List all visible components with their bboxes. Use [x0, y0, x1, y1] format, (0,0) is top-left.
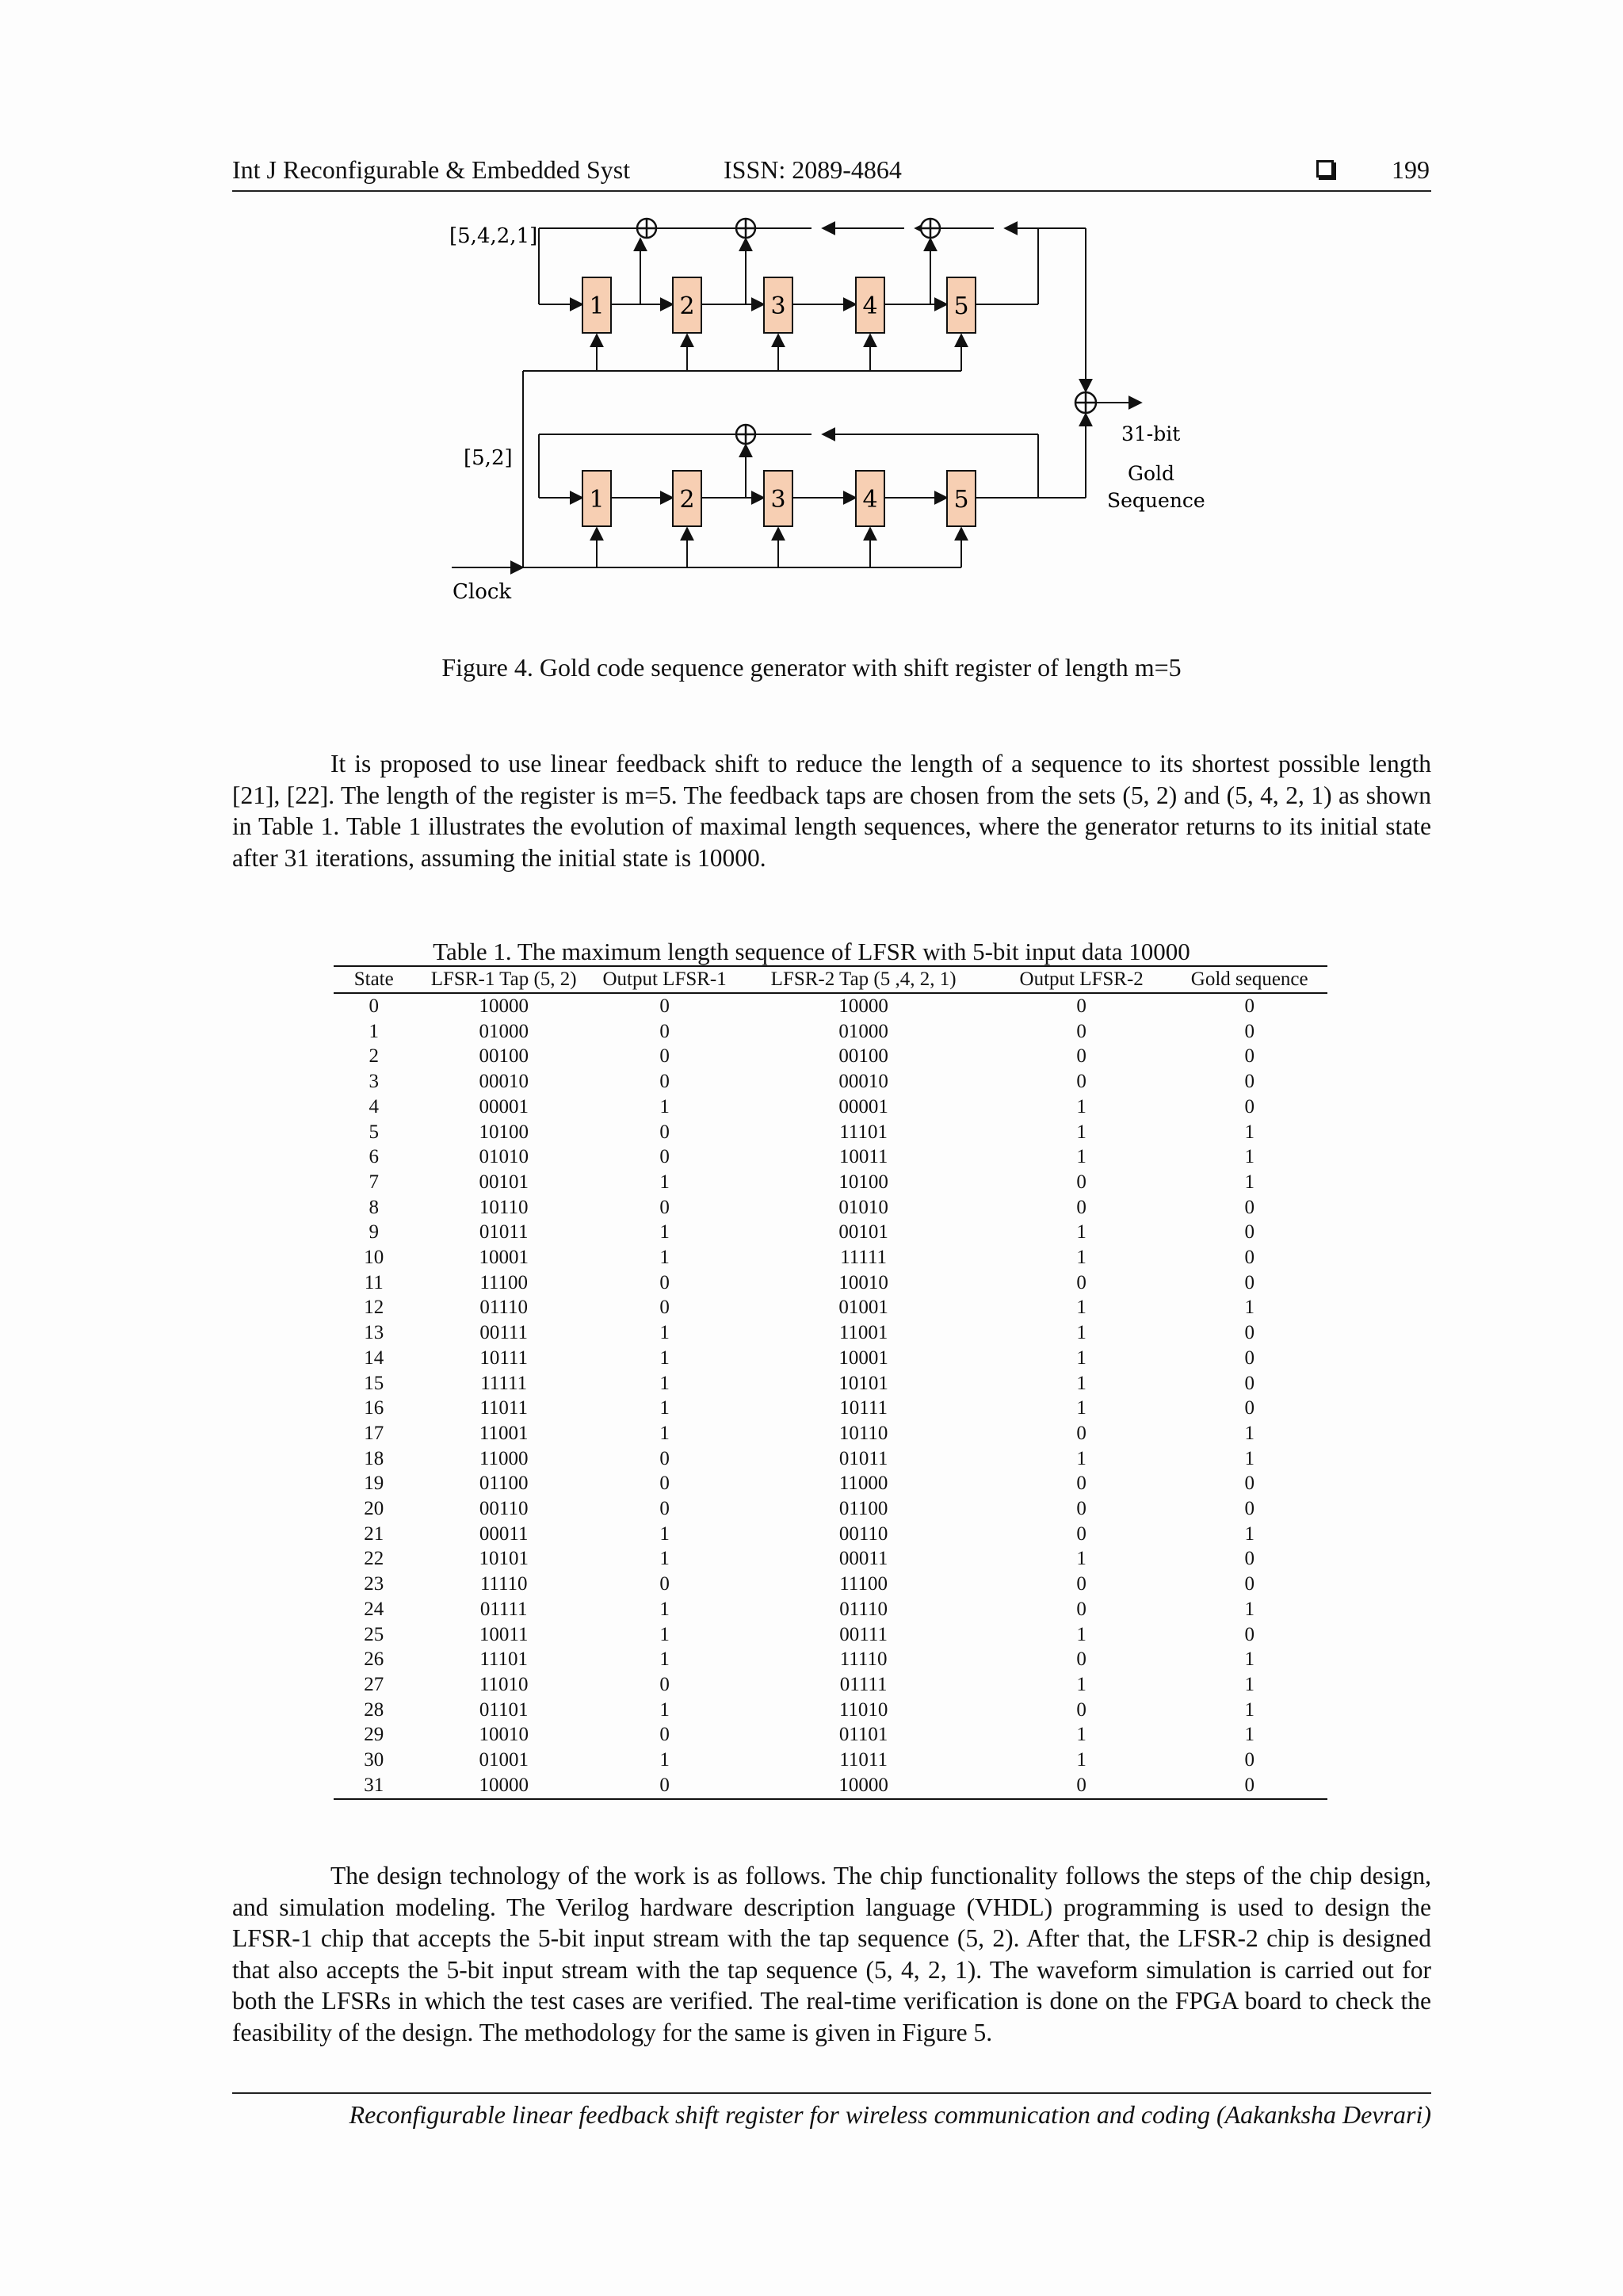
- table-cell: 0: [1244, 1247, 1254, 1269]
- table-cell: 0: [659, 1673, 670, 1695]
- table-cell: 1: [1076, 1673, 1086, 1695]
- column-header: Output LFSR-2: [1019, 968, 1144, 991]
- table-cell: 01010: [479, 1146, 529, 1168]
- table-cell: 0: [1076, 1573, 1086, 1595]
- table-cell: 0: [1244, 1623, 1254, 1645]
- running-header: [232, 154, 1431, 192]
- table-cell: 31: [364, 1774, 384, 1796]
- table-cell: 0: [1244, 1322, 1254, 1344]
- table-cell: 1: [1076, 1724, 1086, 1746]
- svg-text:2: 2: [679, 292, 695, 320]
- svg-text:3: 3: [770, 292, 786, 320]
- running-footer: Reconfigurable linear feedback shift register for wireless communication and coding (Aakanksha Devrari): [232, 2092, 1431, 2130]
- table-row: [334, 1371, 1327, 1396]
- table-cell: 10000: [838, 995, 888, 1017]
- table-row: [334, 1346, 1327, 1371]
- figure-caption: Figure 4. Gold code sequence generator with shift register of length m=5: [441, 653, 1182, 682]
- table-cell: 1: [1076, 1221, 1086, 1244]
- lfsr1-cell-1: [582, 277, 611, 333]
- table-cell: 11001: [479, 1422, 529, 1444]
- table-cell: 1: [1244, 1422, 1254, 1444]
- table-cell: 0: [1244, 1095, 1254, 1117]
- table-cell: 00111: [839, 1623, 888, 1645]
- xor-gate-icon: [736, 219, 755, 238]
- table-cell: 1: [659, 1397, 670, 1419]
- table-cell: 0: [1076, 1498, 1086, 1520]
- table-cell: 01101: [479, 1698, 529, 1721]
- table-cell: 11: [364, 1271, 384, 1293]
- table-cell: 0: [659, 1573, 670, 1595]
- table-cell: 1: [659, 1221, 670, 1244]
- table-row: [334, 1546, 1327, 1572]
- table-cell: 00011: [838, 1548, 888, 1570]
- table-cell: 0: [1244, 1774, 1254, 1796]
- journal-name: Int J Reconfigurable & Embedded Syst: [232, 155, 631, 184]
- output-label-line2: Gold: [1128, 462, 1175, 485]
- svg-text:3: 3: [770, 486, 786, 514]
- table-cell: 10010: [838, 1271, 888, 1293]
- table-cell: 11101: [479, 1648, 529, 1671]
- table-cell: 8: [369, 1196, 379, 1218]
- xor-gate-icon: [921, 219, 940, 238]
- table-cell: 0: [659, 1724, 670, 1746]
- table-row: [334, 1421, 1327, 1446]
- table-cell: 0: [1244, 1498, 1254, 1520]
- table-cell: 11010: [838, 1698, 888, 1721]
- table-cell: 10100: [479, 1121, 529, 1143]
- lfsr2-cell-2: [673, 471, 701, 526]
- table-cell: 0: [1076, 1071, 1086, 1093]
- table-row: [334, 1647, 1327, 1672]
- table-cell: 0: [1244, 995, 1254, 1017]
- table-row: [334, 1270, 1327, 1296]
- table-cell: 1: [1076, 1397, 1086, 1419]
- table-cell: 12: [364, 1297, 384, 1319]
- table-cell: 0: [1244, 1020, 1254, 1042]
- table-row: [334, 1095, 1327, 1120]
- table-cell: 01001: [479, 1749, 529, 1771]
- table-cell: 10011: [838, 1146, 888, 1168]
- table-cell: 00110: [838, 1522, 888, 1545]
- table-cell: 0: [1076, 1698, 1086, 1721]
- table-cell: 0: [1076, 1020, 1086, 1042]
- table-cell: 1: [1244, 1146, 1254, 1168]
- table-cell: 10101: [838, 1372, 888, 1394]
- table-cell: 11100: [479, 1271, 529, 1293]
- table-cell: 11110: [479, 1573, 528, 1595]
- table-cell: 0: [659, 995, 670, 1017]
- table-cell: 1: [659, 1522, 670, 1545]
- table-cell: 10111: [839, 1397, 888, 1419]
- lfsr1-cell-5: [947, 277, 976, 333]
- table-row: [334, 993, 1327, 1019]
- table-row: [334, 1069, 1327, 1095]
- table-cell: 0: [1244, 1271, 1254, 1293]
- table-cell: 0: [1076, 1522, 1086, 1545]
- table-row: [334, 1120, 1327, 1145]
- table-cell: 10001: [838, 1347, 888, 1369]
- table-cell: 01011: [838, 1447, 888, 1469]
- table-cell: 0: [659, 1473, 670, 1495]
- table-cell: 11010: [479, 1673, 529, 1695]
- table-cell: 01000: [838, 1020, 888, 1042]
- table-cell: 0: [1244, 1473, 1254, 1495]
- table-cell: 0: [659, 1297, 670, 1319]
- table-row: [334, 1019, 1327, 1045]
- table-cell: 00011: [479, 1522, 529, 1545]
- xor-gate-icon: [736, 425, 755, 444]
- table-cell: 1: [659, 1372, 670, 1394]
- output-label-line3: Sequence: [1107, 489, 1205, 512]
- table-row: [334, 1572, 1327, 1597]
- body-paragraph-2: The design technology of the work is as follows. The chip functionality follows the steps of the chip design, and simulation modeling. The Verilog hardware description language (VHDL) programming is used to design the LFSR-1 chip that accepts the 5-bit input stream with the tap sequence (5, 2). After that, the LFSR-2 chip is designed that also accepts the 5-bit input stream with the tap sequence (5, 4, 2, 1). The waveform simulation is carried out for both the LFSRs in which the test cases are verified. The real-time verification is done on the FPGA board to check the feasibility of the design. The methodology for the same is given in Figure 5.: [232, 1862, 1431, 2046]
- table-cell: 28: [364, 1698, 384, 1721]
- table-body: [334, 993, 1327, 1799]
- table-cell: 1: [1076, 1146, 1086, 1168]
- table-cell: 01001: [838, 1297, 888, 1319]
- table-row: [334, 1672, 1327, 1698]
- table-cell: 27: [364, 1673, 384, 1695]
- table-cell: 24: [364, 1598, 384, 1620]
- table-cell: 1: [1076, 1372, 1086, 1394]
- table-cell: 1: [1076, 1121, 1086, 1143]
- table-cell: 1: [659, 1322, 670, 1344]
- table-cell: 4: [369, 1095, 379, 1117]
- table-cell: 0: [659, 1020, 670, 1042]
- table-cell: 0: [1076, 1045, 1086, 1068]
- svg-text:5: 5: [953, 292, 969, 320]
- table-cell: 11000: [479, 1447, 529, 1469]
- table-cell: 1: [659, 1171, 670, 1193]
- table-row: [334, 1195, 1327, 1221]
- table-cell: 0: [1076, 1171, 1086, 1193]
- column-header: LFSR-1 Tap (5, 2): [430, 968, 577, 991]
- table-row: [334, 1698, 1327, 1723]
- table-cell: 2: [369, 1045, 379, 1068]
- table-cell: 10000: [479, 1774, 529, 1796]
- square-bullet-icon: [1316, 160, 1334, 178]
- table-cell: 01000: [479, 1020, 529, 1042]
- table-cell: 10100: [838, 1171, 888, 1193]
- table-cell: 14: [364, 1347, 384, 1369]
- table-cell: 1: [659, 1598, 670, 1620]
- table-header-row: [334, 966, 1327, 993]
- table-cell: 0: [1076, 1648, 1086, 1671]
- table-cell: 11111: [840, 1247, 888, 1269]
- table-cell: 01111: [839, 1673, 888, 1695]
- table-row: [334, 1597, 1327, 1622]
- svg-text:2: 2: [679, 486, 695, 514]
- table-cell: 30: [364, 1749, 384, 1771]
- table-row: [334, 1622, 1327, 1648]
- table-cell: 26: [364, 1648, 384, 1671]
- table-cell: 0: [1076, 1774, 1086, 1796]
- table-cell: 29: [364, 1724, 384, 1746]
- table-cell: 11001: [838, 1322, 888, 1344]
- table-cell: 10110: [838, 1422, 888, 1444]
- table-cell: 0: [1244, 1548, 1254, 1570]
- column-header: State: [353, 968, 394, 991]
- table-cell: 01110: [479, 1297, 529, 1319]
- column-header: LFSR-2 Tap (5 ,4, 2, 1): [770, 968, 957, 991]
- table-cell: 1: [369, 1020, 379, 1042]
- gold-code-generator-diagram: [428, 203, 1236, 615]
- lfsr2-cell-3: [764, 471, 792, 526]
- svg-text:4: 4: [862, 486, 878, 514]
- lfsr2-taps-label: [5,2]: [464, 446, 513, 470]
- table-cell: 1: [1076, 1347, 1086, 1369]
- table-cell: 01111: [479, 1598, 528, 1620]
- table-cell: 1: [659, 1548, 670, 1570]
- table-cell: 10011: [479, 1623, 529, 1645]
- table-row: [334, 1320, 1327, 1346]
- table-cell: 11111: [480, 1372, 528, 1394]
- lfsr1-cell-4: [856, 277, 884, 333]
- table-cell: 1: [1244, 1724, 1254, 1746]
- table-cell: 01011: [479, 1221, 529, 1244]
- column-header: Output LFSR-1: [602, 968, 727, 991]
- table-cell: 10101: [479, 1548, 529, 1570]
- table-cell: 10: [364, 1247, 384, 1269]
- table-cell: 01101: [838, 1724, 888, 1746]
- table-cell: 0: [1244, 1573, 1254, 1595]
- table-row: [334, 1773, 1327, 1799]
- lfsr2-cell-1: [582, 471, 611, 526]
- table-cell: 0: [1244, 1749, 1254, 1771]
- table-cell: 1: [1244, 1648, 1254, 1671]
- table-cell: 16: [364, 1397, 384, 1419]
- lfsr2-cell-4: [856, 471, 884, 526]
- lfsr1-cell-2: [673, 277, 701, 333]
- table-cell: 15: [364, 1372, 384, 1394]
- table-cell: 10001: [479, 1247, 529, 1269]
- table-cell: 9: [369, 1221, 379, 1244]
- table-cell: 1: [1076, 1297, 1086, 1319]
- table-cell: 5: [369, 1121, 379, 1143]
- table-cell: 1: [1244, 1171, 1254, 1193]
- table-cell: 1: [659, 1698, 670, 1721]
- table-cell: 0: [1244, 1045, 1254, 1068]
- table-cell: 1: [1244, 1673, 1254, 1695]
- table-cell: 01010: [838, 1196, 888, 1218]
- table-cell: 10110: [479, 1196, 529, 1218]
- table-cell: 0: [659, 1271, 670, 1293]
- table-cell: 00101: [479, 1171, 529, 1193]
- lfsr1-taps-label: [5,4,2,1]: [449, 224, 538, 248]
- table-cell: 0: [1244, 1372, 1254, 1394]
- table-row: [334, 1471, 1327, 1496]
- table-cell: 1: [1244, 1698, 1254, 1721]
- table-cell: 0: [659, 1146, 670, 1168]
- table-cell: 11101: [839, 1121, 888, 1143]
- table-cell: 1: [1076, 1447, 1086, 1469]
- table-cell: 1: [1076, 1247, 1086, 1269]
- table-cell: 10000: [838, 1774, 888, 1796]
- table-cell: 11000: [838, 1473, 888, 1495]
- table-cell: 0: [659, 1447, 670, 1469]
- table-cell: 1: [1076, 1095, 1086, 1117]
- table-cell: 0: [369, 995, 379, 1017]
- svg-text:5: 5: [953, 486, 969, 514]
- table-cell: 0: [659, 1121, 670, 1143]
- table-caption: Table 1. The maximum length sequence of LFSR with 5-bit input data 10000: [433, 938, 1190, 965]
- svg-text:4: 4: [862, 292, 878, 320]
- table-cell: 0: [1076, 995, 1086, 1017]
- table-cell: 1: [1244, 1598, 1254, 1620]
- table-cell: 0: [1244, 1221, 1254, 1244]
- table-cell: 00101: [838, 1221, 888, 1244]
- issn: ISSN: 2089-4864: [724, 155, 902, 184]
- table-cell: 13: [364, 1322, 384, 1344]
- table-cell: 0: [1076, 1196, 1086, 1218]
- table-row: [334, 1220, 1327, 1245]
- table-row: [334, 1446, 1327, 1472]
- table-cell: 01100: [479, 1473, 529, 1495]
- table-cell: 00001: [838, 1095, 888, 1117]
- table-cell: 0: [1244, 1196, 1254, 1218]
- table-cell: 19: [364, 1473, 384, 1495]
- lfsr-sequence-table: [334, 965, 1327, 1800]
- table-cell: 3: [369, 1071, 379, 1093]
- table-cell: 1: [1244, 1447, 1254, 1469]
- table-cell: 00010: [838, 1071, 888, 1093]
- table-cell: 0: [659, 1498, 670, 1520]
- table-cell: 00100: [479, 1045, 529, 1068]
- table-cell: 00100: [838, 1045, 888, 1068]
- table-cell: 11011: [839, 1749, 888, 1771]
- table-cell: 0: [659, 1774, 670, 1796]
- table-cell: 1: [659, 1422, 670, 1444]
- table-cell: 17: [364, 1422, 384, 1444]
- table-cell: 0: [1244, 1397, 1254, 1419]
- table-cell: 11100: [839, 1573, 888, 1595]
- table-cell: 00111: [479, 1322, 529, 1344]
- page-number: 199: [1392, 155, 1430, 184]
- clock-label: Clock: [453, 580, 512, 604]
- table-row: [334, 1748, 1327, 1773]
- table-row: [334, 1144, 1327, 1170]
- table-row: [334, 1044, 1327, 1069]
- table-cell: 01100: [838, 1498, 888, 1520]
- table-cell: 1: [659, 1247, 670, 1269]
- table-cell: 0: [1076, 1422, 1086, 1444]
- lfsr2-cell-5: [947, 471, 976, 526]
- table-cell: 1: [659, 1648, 670, 1671]
- xor-gate-icon: [637, 219, 656, 238]
- table-row: [334, 1522, 1327, 1547]
- table-cell: 20: [364, 1498, 384, 1520]
- table-cell: 1: [1076, 1749, 1086, 1771]
- column-header: Gold sequence: [1190, 968, 1308, 991]
- table-cell: 1: [659, 1347, 670, 1369]
- table-cell: 1: [1076, 1548, 1086, 1570]
- table-cell: 00001: [479, 1095, 529, 1117]
- table-cell: 23: [364, 1573, 384, 1595]
- table-cell: 1: [1244, 1121, 1254, 1143]
- xor-gate-icon: [1075, 392, 1096, 413]
- table-cell: 10000: [479, 995, 529, 1017]
- table-row: [334, 1295, 1327, 1320]
- table-cell: 1: [1244, 1522, 1254, 1545]
- table-cell: 6: [369, 1146, 379, 1168]
- table-cell: 00010: [479, 1071, 529, 1093]
- table-cell: 1: [1076, 1623, 1086, 1645]
- output-label-line1: 31-bit: [1121, 422, 1181, 445]
- table-cell: 1: [1244, 1297, 1254, 1319]
- table-cell: 0: [1076, 1598, 1086, 1620]
- table-cell: 0: [1076, 1473, 1086, 1495]
- table-cell: 1: [1076, 1322, 1086, 1344]
- table-cell: 11011: [479, 1397, 529, 1419]
- table-cell: 18: [364, 1447, 384, 1469]
- body-paragraph-1: It is proposed to use linear feedback shift to reduce the length of a sequence to its shortest possible length [21], [22]. The length of the register is m=5. The feedback taps are chosen from the sets (5, 2) and (5, 4, 2, 1) as shown in Table 1. Table 1 illustrates the evolution of maximal length sequences, where the generator returns to its initial state after 31 iterations, assuming the initial state is 10000.: [232, 750, 1431, 872]
- table-cell: 0: [659, 1071, 670, 1093]
- svg-text:1: 1: [589, 486, 605, 514]
- table-cell: 1: [659, 1749, 670, 1771]
- table-cell: 0: [1076, 1271, 1086, 1293]
- table-cell: 10010: [479, 1724, 529, 1746]
- table-cell: 00110: [479, 1498, 529, 1520]
- table-cell: 0: [659, 1045, 670, 1068]
- table-cell: 01110: [839, 1598, 888, 1620]
- table-row: [334, 1245, 1327, 1270]
- svg-text:1: 1: [589, 292, 605, 320]
- table-cell: 21: [364, 1522, 384, 1545]
- table-row: [334, 1396, 1327, 1421]
- table-cell: 11110: [839, 1648, 888, 1671]
- table-cell: 1: [659, 1623, 670, 1645]
- table-cell: 0: [659, 1196, 670, 1218]
- table-row: [334, 1722, 1327, 1748]
- table-cell: 25: [364, 1623, 384, 1645]
- table-cell: 7: [369, 1171, 379, 1193]
- table-cell: 10111: [479, 1347, 529, 1369]
- table-cell: 0: [1244, 1347, 1254, 1369]
- table-row: [334, 1496, 1327, 1522]
- table-cell: 1: [659, 1095, 670, 1117]
- table-cell: 22: [364, 1548, 384, 1570]
- table-row: [334, 1170, 1327, 1195]
- lfsr1-cell-3: [764, 277, 792, 333]
- table-cell: 0: [1244, 1071, 1254, 1093]
